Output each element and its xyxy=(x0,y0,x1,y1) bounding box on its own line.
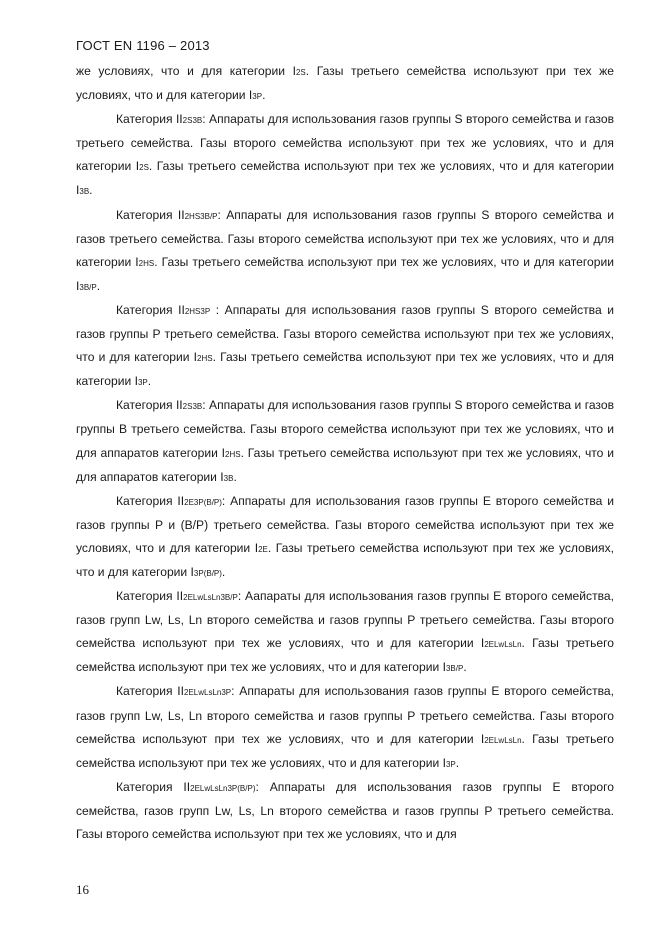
paragraph-text: Категория II xyxy=(116,398,183,413)
category-subscript: 3B/P xyxy=(445,664,464,674)
paragraph-text: . xyxy=(463,660,467,675)
paragraph xyxy=(76,776,614,846)
category-subscript: 2E3P(B/P) xyxy=(184,497,222,507)
paragraph-text: Категория II xyxy=(116,112,183,127)
category-subscript: 2S3B xyxy=(182,402,203,412)
paragraph xyxy=(76,204,614,299)
paragraph-text: : Аппараты для использования газов группы E второго семейства и газов группы P и (B/P) третьего семейства. Газы второго семейства используют при тех же условиях, что и для категории I xyxy=(76,493,615,555)
paragraph xyxy=(76,394,614,489)
category-subscript: 3B xyxy=(79,187,90,197)
paragraph-text: . Газы третьего семейства используют при тех же условиях, что и для категории I xyxy=(76,731,614,770)
category-subscript: 2ELwLsLn3P xyxy=(184,688,232,698)
paragraph-text: : Аппараты для использования газов группы S второго семейства и газов группы P третьего семейства. Газы второго семейства используют при тех же условиях, что и для категории I xyxy=(76,302,615,365)
paragraph-text: . Газы третьего семейства используют при тех же условиях, что и для категории I xyxy=(76,254,614,293)
paragraph-text: же условиях, что и для категории I xyxy=(76,64,296,78)
category-subscript: 3B xyxy=(223,473,234,483)
category-subscript: 3P xyxy=(137,378,148,388)
category-subscript: 2S3B xyxy=(182,116,203,126)
paragraph xyxy=(76,60,614,108)
paragraph-text: . xyxy=(455,755,460,770)
paragraph xyxy=(76,108,614,203)
paragraph-text: : Аппараты для использования газов группы S второго семейства и газов третьего семейства. Газы второго семейства используют при тех же условиях, что и для категории I xyxy=(76,112,614,174)
paragraph xyxy=(76,299,614,394)
paragraph-text: Категория II xyxy=(116,302,185,317)
paragraph-text: Категория II xyxy=(116,493,185,508)
category-subscript: 2S xyxy=(139,163,149,173)
paragraph-text: . xyxy=(221,564,226,579)
page-number: 16 xyxy=(76,882,89,897)
paragraph-text: : Аапараты для использования газов группы E второго семейства, газов групп Lw, Ls, Ln второго семейства и газов группы P третьего семейства. Газы второго семейства используют при тех же условиях, что и для категории I xyxy=(76,589,614,651)
paragraph-text: Категория II xyxy=(116,779,191,794)
category-subscript: 2S xyxy=(295,68,306,77)
paragraph-text: . xyxy=(96,278,101,293)
category-subscript: 2HS3P xyxy=(184,306,211,316)
category-subscript: 2HS xyxy=(138,258,155,268)
paragraph-text: : Аппараты для использования газов группы E второго семейства, газов групп Lw, Ls, Ln второго семейства и газов группы P третьего семейства. Газы второго семейства используют при тех же условиях, что и для xyxy=(76,779,614,841)
paragraph-text: . Газы третьего семейства используют при тех же условиях, что и для категории I xyxy=(76,636,614,675)
paragraph-text: . Газы третьего семейства используют при тех же условиях, что и для категории I xyxy=(76,159,614,198)
paragraph-text: . Газы третьего семейства используют при тех же условиях, что и для аппаратов категории I xyxy=(76,445,614,484)
category-subscript: 3P xyxy=(252,92,263,102)
paragraph-text: . Газы третьего семейства используют при тех же условиях, что и для категории I xyxy=(76,540,614,579)
paragraph-text: Категория II xyxy=(116,207,185,222)
paragraph-text: Категория II xyxy=(116,684,184,699)
paragraph-text: Категория II xyxy=(116,589,184,604)
category-subscript: 3B/P xyxy=(79,282,97,292)
category-subscript: 3P(B/P) xyxy=(193,568,222,578)
paragraph-text: . xyxy=(89,183,93,198)
paragraph-text: . xyxy=(147,374,152,389)
paragraph-text: . Газы третьего семейства используют при тех же условиях, что и для категории I xyxy=(76,64,614,103)
category-subscript: 2ELwLsLn xyxy=(484,640,522,650)
category-subscript: 2HS xyxy=(197,354,213,364)
document-body xyxy=(76,60,614,846)
paragraph-text: : Аппараты для использования газов группы S второго семейства и газов группы B третьего семейства. Газы второго семейства используют при тех же условиях, что и для аппаратов категории I xyxy=(76,398,614,460)
category-subscript: 2HS xyxy=(225,449,241,459)
paragraph-text: . xyxy=(262,88,266,103)
paragraph-text: . Газы третьего семейства используют при тех же условиях, что и для категории I xyxy=(76,350,614,389)
category-subscript: 2ELwLsLn3P(B/P) xyxy=(190,783,256,793)
category-subscript: 3P xyxy=(445,759,456,769)
category-subscript: 2HS3B/P xyxy=(184,211,218,221)
paragraph xyxy=(76,680,614,775)
paragraph xyxy=(76,490,614,585)
category-subscript: 2E xyxy=(258,544,268,554)
document-header: ГОСТ EN 1196 – 2013 xyxy=(76,38,210,53)
paragraph-text: . xyxy=(233,469,237,484)
paragraph-text: : Аппараты для использования газов группы E второго семейства, газов групп Lw, Ls, Ln второго семейства и газов группы P третьего семейства. Газы второго семейства используют при тех же условиях, что и для категории I xyxy=(76,684,614,746)
category-subscript: 2ELwLsLn xyxy=(484,735,522,745)
paragraph xyxy=(76,585,614,680)
paragraph-text: : Аппараты для использования газов группы S второго семейства и газов третьего семейства. Газы второго семейства используют при тех же условиях, что и для категории I xyxy=(76,207,614,269)
category-subscript: 2ELwLsLn3B/P xyxy=(183,593,238,603)
